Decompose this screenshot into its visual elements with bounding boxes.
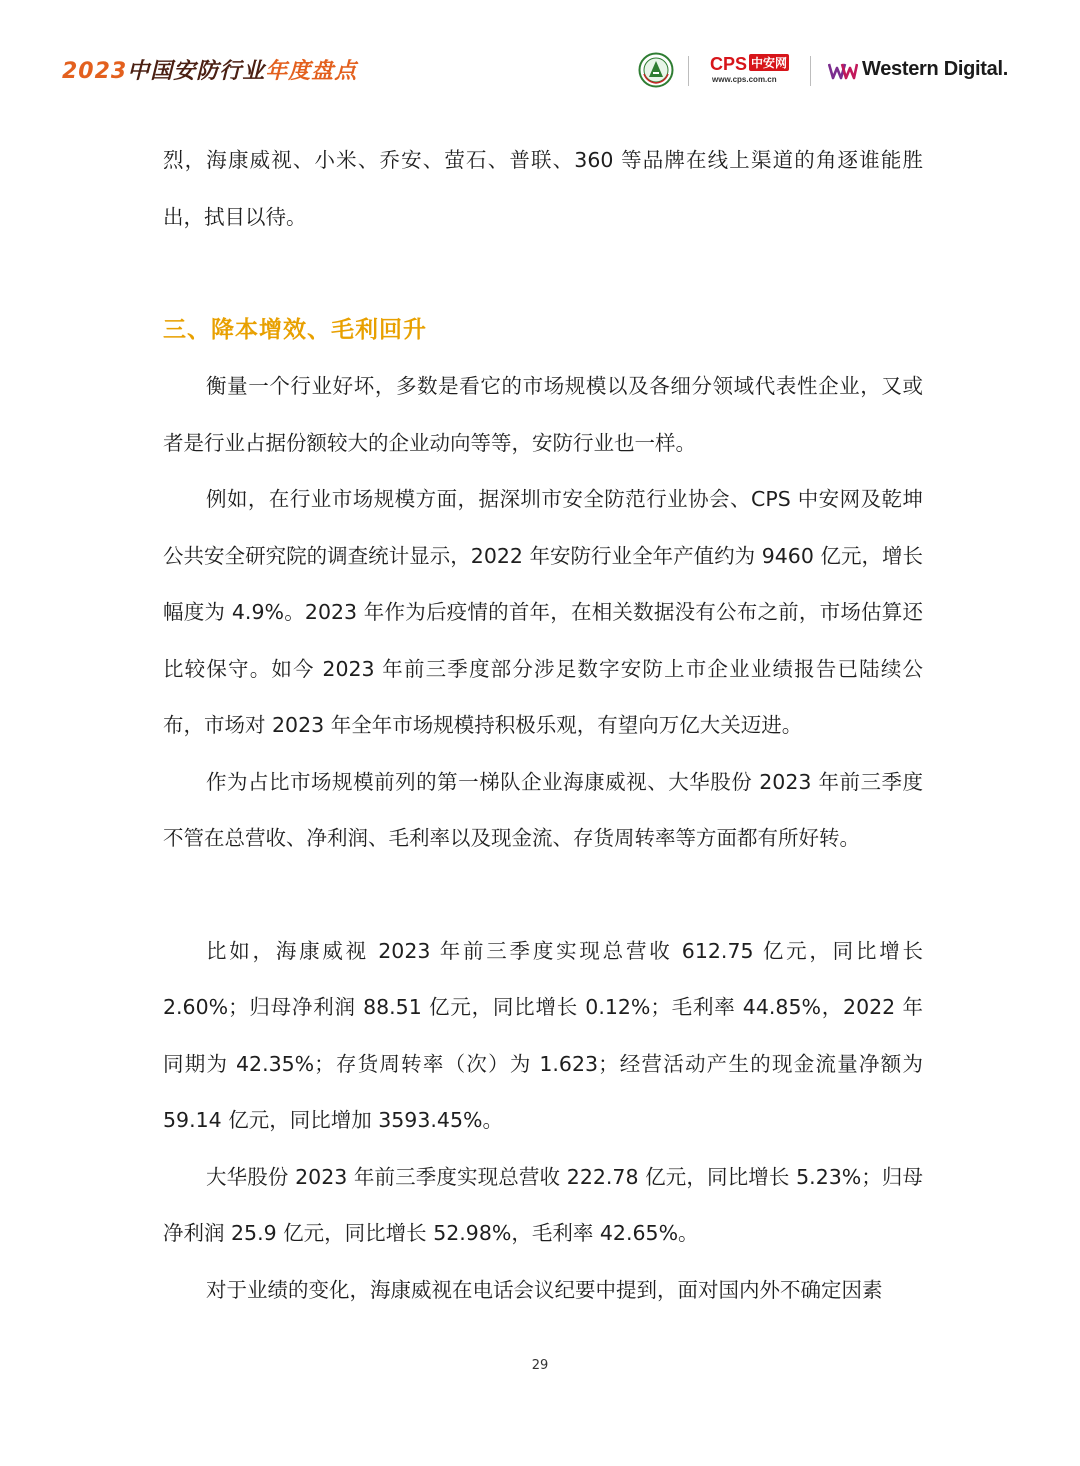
paragraph: 作为占比市场规模前列的第一梯队企业海康威视、大华股份 2023 年前三季度不管在总营收、净利润、毛利率以及现金流、存货周转率等方面都有所好转。 (163, 769, 923, 850)
cps-logo-url: www.cps.com.cn (712, 75, 777, 84)
spacer (163, 245, 923, 302)
paragraph: 比如，海康威视 2023 年前三季度实现总营收 612.75 亿元，同比增长 2.60%；归母净利润 88.51 亿元，同比增长 0.12%；毛利率 44.85%，2022 年同期为 42.35%；存货周转率（次）为 1.623；经营活动产生的现金流量净额为 59.14 亿元，同比增加 3593.45%。 (163, 938, 923, 1132)
western-digital-logo (828, 58, 1028, 86)
paragraph: 例如，在行业市场规模方面，据深圳市安全防范行业协会、CPS 中安网及乾坤公共安全研究院的调查统计显示，2022 年安防行业全年产值约为 9460 亿元，增长幅度为 4.9%。2023 年作为后疫情的首年，在相关数据没有公布之前，市场估算还比较保守。如今 2023 年前三季度部分涉足数字安防上市企业业绩报告已陆续公布，市场对 2023 年全年市场规模持积极乐观，有望向万亿大关迈进。 (163, 487, 923, 737)
report-title-year: 2023 (62, 59, 128, 84)
article-body (163, 132, 923, 1318)
paragraph: 烈，海康威视、小米、乔安、萤石、普联、360 等品牌在线上渠道的角逐谁能胜出，拭目以待。 (163, 148, 923, 229)
paragraph: 对于业绩的变化，海康威视在电话会议纪要中提到，面对国内外不确定因素 (206, 1277, 883, 1302)
section-heading: 三、降本增效、毛利回升 (163, 317, 427, 343)
report-title-main: 中国安防行业 (127, 59, 266, 84)
logo-divider (688, 56, 689, 86)
logo-divider (810, 56, 811, 86)
spacer (163, 867, 923, 923)
page-number: 29 (531, 1358, 549, 1373)
report-title (62, 54, 357, 85)
paragraph: 衡量一个行业好坏，多数是看它的市场规模以及各细分领域代表性企业，又或者是行业占据份额较大的企业动向等等，安防行业也一样。 (163, 374, 923, 455)
association-emblem-icon (638, 52, 674, 88)
western-digital-mark-icon (828, 62, 858, 80)
cps-logo (710, 54, 792, 88)
report-title-tail: 年度盘点 (265, 59, 358, 84)
western-digital-logo-text: Western Digital. (862, 58, 1008, 80)
cps-logo-text: CPS (710, 54, 748, 74)
cps-logo-cn: 中安网 (751, 56, 788, 70)
partner-logos (632, 52, 1032, 92)
page-header (0, 0, 1080, 110)
paragraph: 大华股份 2023 年前三季度实现总营收 222.78 亿元，同比增长 5.23%；归母净利润 25.9 亿元，同比增长 52.98%，毛利率 42.65%。 (163, 1164, 923, 1245)
